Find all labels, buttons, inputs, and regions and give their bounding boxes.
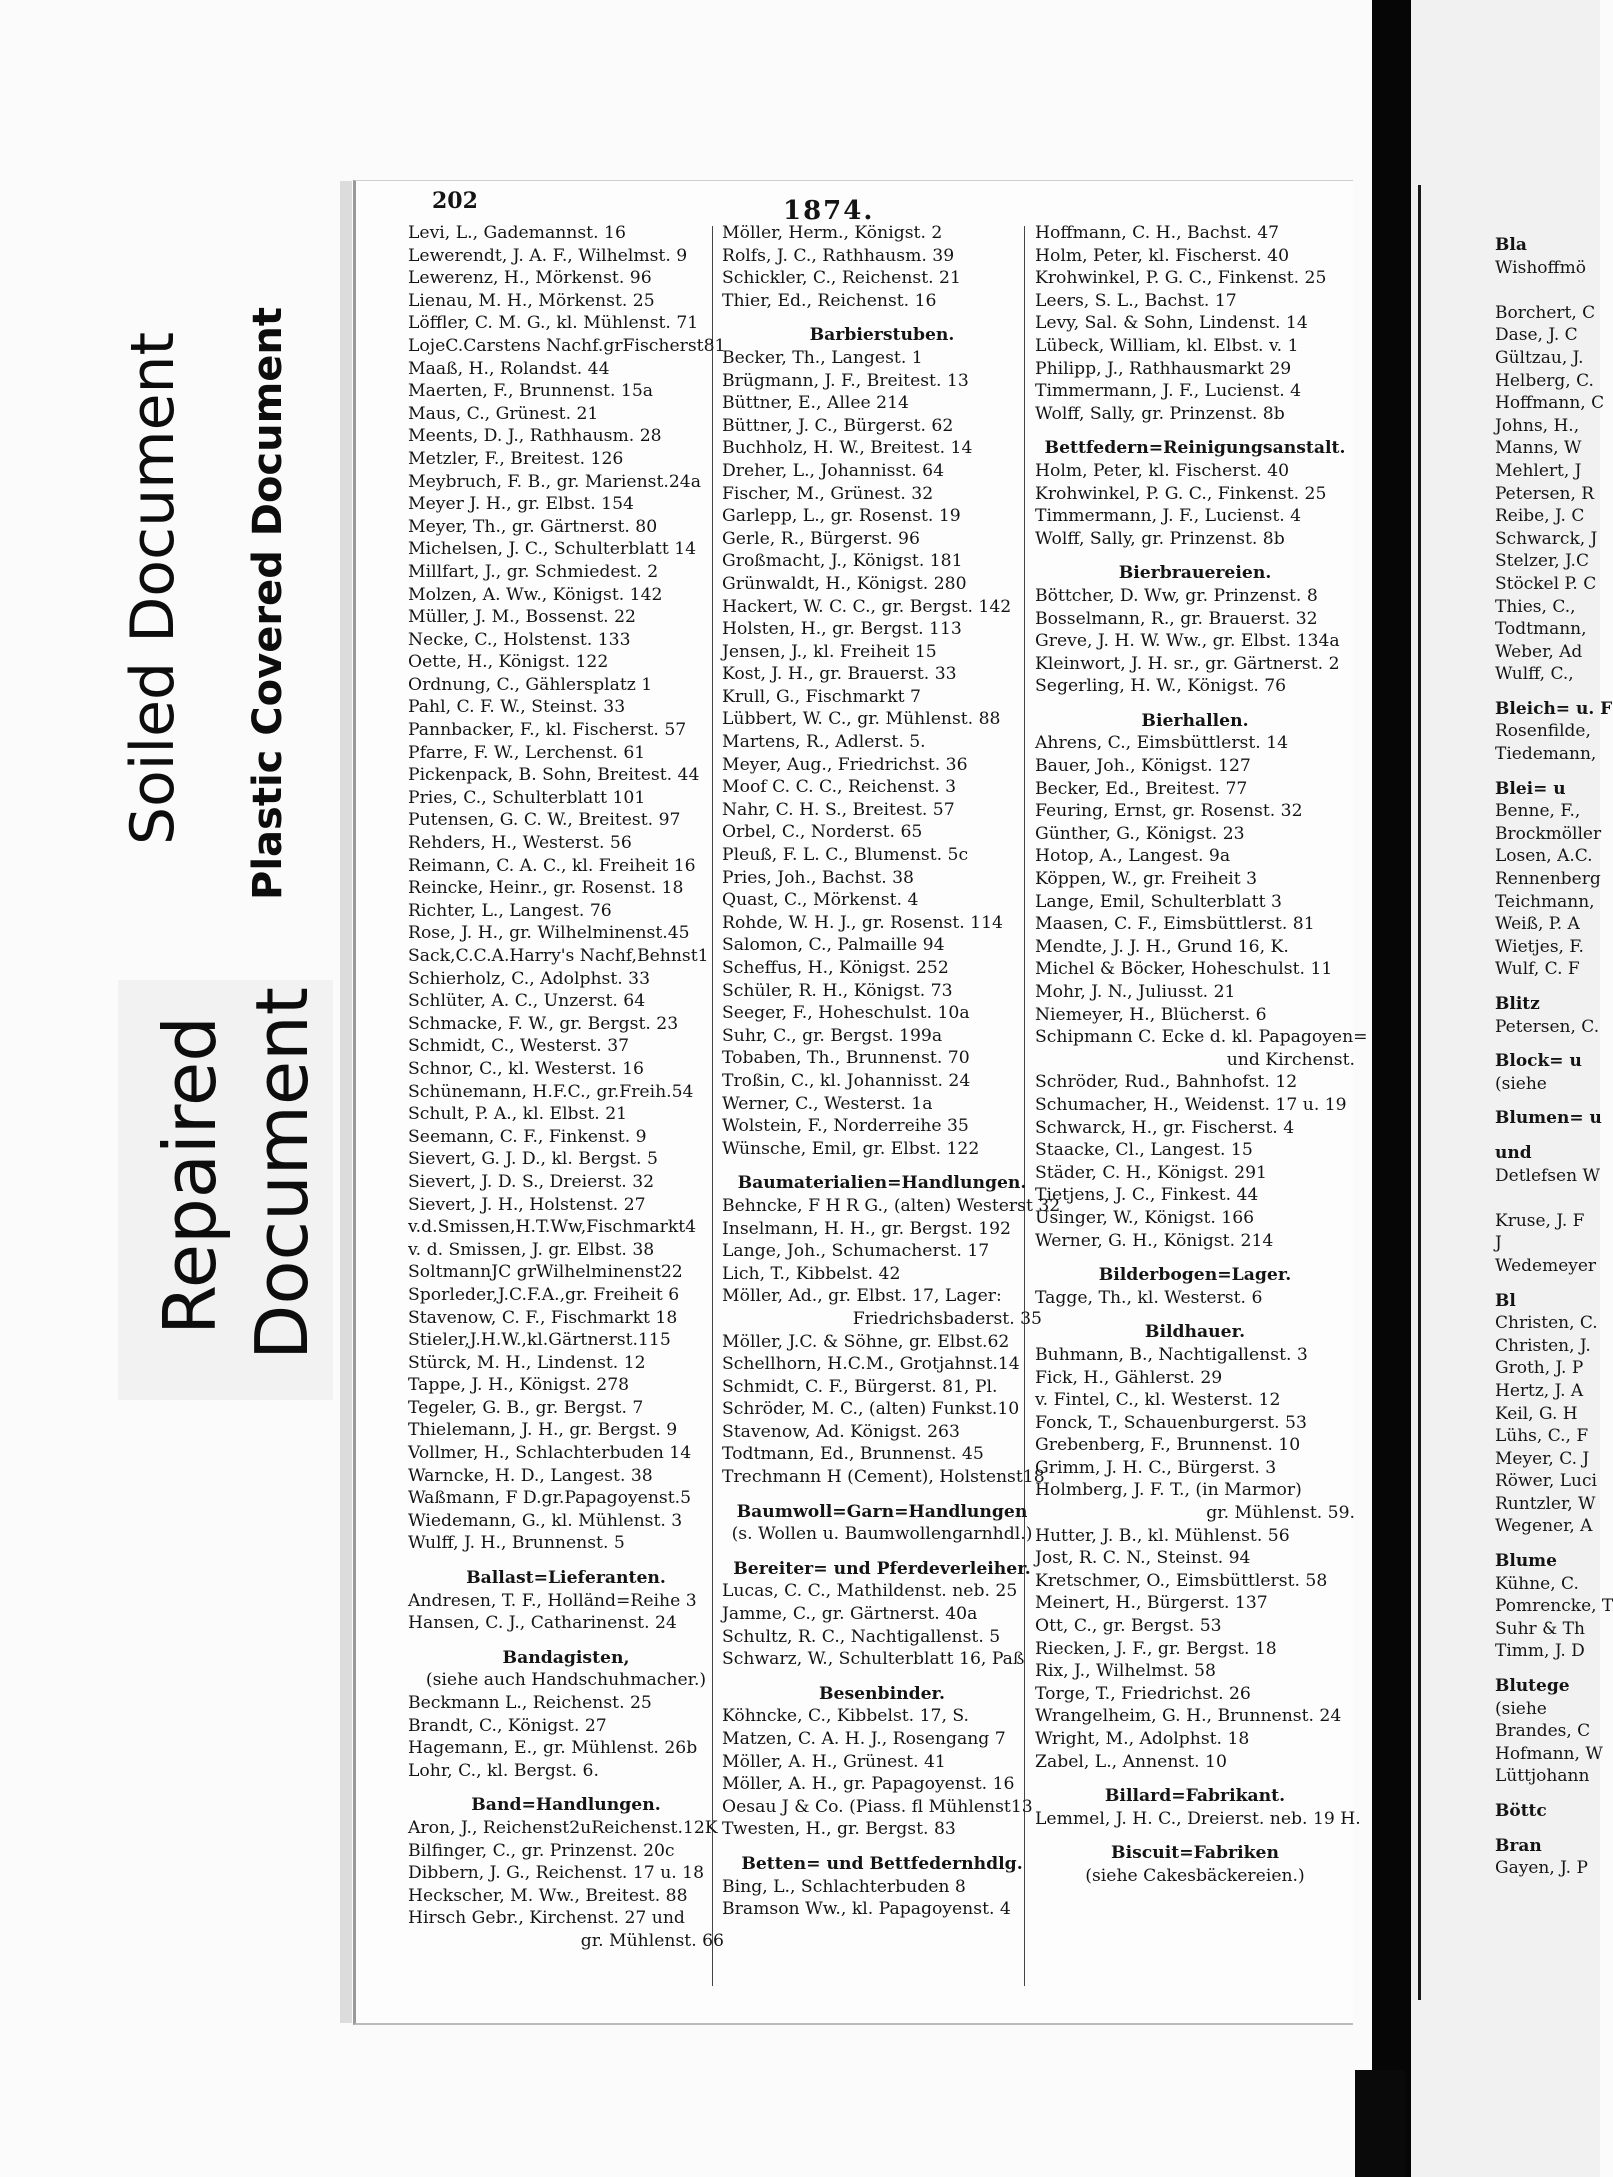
directory-entry: Großmacht, J., Königst. 181 (722, 551, 963, 572)
directory-entry: Behncke, F H R G., (alten) Westerst 32 (722, 1195, 1061, 1216)
directory-entry: Sievert, G. J. D., kl. Bergst. 5 (408, 1149, 658, 1170)
directory-entry: Trechmann H (Cement), Holstenst18 (722, 1467, 1045, 1488)
directory-entry: Büttner, J. C., Bürgerst. 62 (722, 415, 954, 436)
directory-entry: Gerle, R., Bürgerst. 96 (722, 528, 920, 549)
directory-entry: Pleuß, F. L. C., Blumenst. 5c (722, 845, 969, 866)
directory-entry: Suhr, C., gr. Bergst. 199a (722, 1025, 943, 1046)
directory-entry: Hoffmann, C (1495, 393, 1605, 414)
directory-entry: Staacke, Cl., Langest. 15 (1035, 1140, 1253, 1161)
directory-entry: Lübeck, William, kl. Elbst. v. 1 (1035, 335, 1299, 356)
directory-entry: Schwarck, J (1495, 528, 1598, 549)
directory-entry: Lewerendt, J. A. F., Wilhelmst. 9 (408, 245, 688, 266)
directory-entry: Maerten, F., Brunnenst. 15a (408, 381, 654, 402)
directory-entry: LojeC.Carstens Nachf.grFischerst81 (408, 335, 726, 356)
directory-entry: Groth, J. P (1495, 1358, 1584, 1379)
directory-entry: Tegeler, G. B., gr. Bergst. 7 (408, 1397, 644, 1418)
directory-entry: Waßmann, F D.gr.Papagoyenst.5 (408, 1488, 692, 1509)
directory-entry: Pickenpack, B. Sohn, Breitest. 44 (408, 765, 700, 786)
directory-entry: Brandt, C., Königst. 27 (408, 1715, 607, 1736)
directory-entry: Rolfs, J. C., Rathhausm. 39 (722, 245, 955, 266)
directory-entry: Wolff, Sally, gr. Prinzenst. 8b (1035, 528, 1285, 549)
directory-entry: Teichmann, (1495, 891, 1595, 912)
section-heading: Bierbrauereien. (1118, 563, 1272, 584)
directory-entry: Hotop, A., Langest. 9a (1035, 846, 1231, 867)
directory-entry: Hertz, J. A (1495, 1380, 1584, 1401)
directory-entry: Martens, R., Adlerst. 5. (722, 732, 926, 753)
directory-entry: Pomrencke, T (1495, 1596, 1613, 1617)
entry-continuation: gr. Mühlenst. 66 (580, 1930, 724, 1951)
directory-entry: Rose, J. H., gr. Wilhelminenst.45 (408, 923, 690, 944)
directory-entry: Böttcher, D. Ww, gr. Prinzenst. 8 (1035, 585, 1318, 606)
directory-entry: Sievert, J. D. S., Dreierst. 32 (408, 1171, 655, 1192)
directory-entry: Lich, T., Kibbelst. 42 (722, 1263, 901, 1284)
directory-entry: Manns, W (1495, 438, 1582, 459)
section-heading: Ballast=Lieferanten. (466, 1568, 666, 1589)
directory-entry: SoltmannJC grWilhelminenst22 (408, 1262, 683, 1283)
directory-entry: Runtzler, W (1495, 1493, 1596, 1514)
section-heading: Bierhallen. (1141, 710, 1249, 731)
directory-entry: Weber, Ad (1495, 641, 1583, 662)
directory-entry: Krohwinkel, P. G. C., Finkenst. 25 (1035, 483, 1327, 504)
directory-entry: Mohr, J. N., Juliusst. 21 (1035, 982, 1236, 1002)
directory-entry: Maasen, C. F., Eimsbüttlerst. 81 (1035, 914, 1315, 935)
directory-entry: Timmermann, J. F., Lucienst. 4 (1035, 506, 1302, 527)
directory-entry: Günther, G., Königst. 23 (1035, 823, 1245, 844)
directory-entry: Nahr, C. H. S., Breitest. 57 (722, 799, 955, 820)
directory-entry: Garlepp, L., gr. Rosenst. 19 (722, 506, 961, 527)
directory-entry: Wulff, C., (1495, 664, 1574, 685)
directory-entry: Becker, Th., Langest. 1 (722, 347, 923, 368)
section-heading: Blitz (1495, 994, 1540, 1014)
directory-entry: Dase, J. C (1495, 325, 1578, 346)
section-heading: Bl (1495, 1290, 1516, 1311)
section-heading: Bran (1495, 1835, 1542, 1856)
directory-entry: Stieler,J.H.W.,kl.Gärtnerst.115 (408, 1330, 671, 1351)
directory-entry: Tietjens, J. C., Finkest. 44 (1035, 1185, 1259, 1206)
directory-entry: Grünwaldt, H., Königst. 280 (722, 573, 967, 594)
directory-entry: Segerling, H. W., Königst. 76 (1035, 676, 1287, 697)
directory-entry: Schwarz, W., Schulterblatt 16, Paß (722, 1649, 1025, 1670)
directory-entry: Brügmann, J. F., Breitest. 13 (722, 370, 969, 391)
directory-entry: Buhmann, B., Nachtigallenst. 3 (1035, 1344, 1308, 1365)
section-heading: Band=Handlungen. (471, 1795, 661, 1816)
directory-entry: Meyer, Aug., Friedrichst. 36 (722, 754, 968, 775)
directory-entry: Kruse, J. F (1495, 1210, 1585, 1231)
directory-entry: Meyer, C. J (1495, 1448, 1590, 1469)
directory-entry: Löffler, C. M. G., kl. Mühlenst. 71 (408, 313, 699, 334)
directory-entry: Werner, C., Westerst. 1a (722, 1093, 933, 1114)
directory-entry: Meybruch, F. B., gr. Marienst.24a (408, 471, 701, 492)
scan-binding-edge (1372, 0, 1411, 2177)
directory-entry: Schünemann, H.F.C., gr.Freih.54 (408, 1081, 694, 1102)
directory-entry: Möller, Herm., Königst. 2 (722, 223, 943, 243)
directory-entry: J (1495, 1233, 1502, 1254)
directory-entry: Schumacher, H., Weidenst. 17 u. 19 (1035, 1094, 1347, 1115)
repaired-label-line1: Repaired (148, 1016, 232, 1335)
section-heading: Blumen= u (1495, 1108, 1602, 1129)
section-heading: Betten= und Bettfedernhdlg. (741, 1853, 1023, 1874)
directory-entry (1495, 279, 1600, 302)
directory-entry: Möller, Ad., gr. Elbst. 17, Lager: (722, 1286, 1002, 1307)
section-heading: und (1495, 1142, 1532, 1163)
directory-entry: Stöckel P. C (1495, 573, 1597, 594)
directory-entry: Petersen, C. (1495, 1016, 1600, 1037)
directory-entry: Lange, Emil, Schulterblatt 3 (1035, 891, 1282, 912)
directory-entry: Lüttjohann (1495, 1766, 1590, 1787)
directory-entry: Thielemann, J. H., gr. Bergst. 9 (408, 1420, 678, 1441)
directory-entry: Andresen, T. F., Holländ=Reihe 3 (408, 1590, 697, 1611)
section-heading: Blei= u (1495, 778, 1566, 799)
directory-entry: Grimm, J. H. C., Bürgerst. 3 (1035, 1457, 1277, 1478)
directory-entry: Maus, C., Grünest. 21 (408, 403, 599, 424)
directory-entry: Kleinwort, J. H. sr., gr. Gärtnerst. 2 (1035, 653, 1340, 674)
directory-entry: Hutter, J. B., kl. Mühlenst. 56 (1035, 1525, 1290, 1546)
section-note: (s. Wollen u. Baumwollengarnhdl.) (731, 1524, 1033, 1545)
directory-entry: Schmacke, F. W., gr. Bergst. 23 (408, 1013, 679, 1034)
repaired-label-line2: Document (240, 986, 324, 1360)
plastic-covered-document-label: Plastic Covered Document (245, 306, 291, 900)
scan-corner-shadow (1355, 2070, 1405, 2177)
directory-entry: Greve, J. H. W. Ww., gr. Elbst. 134a (1035, 631, 1340, 652)
directory-entry: Wedemeyer (1495, 1255, 1597, 1276)
directory-entry: Benne, F., (1495, 801, 1581, 822)
directory-entry: Rohde, W. H. J., gr. Rosenst. 114 (722, 912, 1003, 933)
directory-entry: Stelzer, J.C (1495, 551, 1589, 572)
directory-entry: Schnor, C., kl. Westerst. 16 (408, 1058, 644, 1079)
directory-entry: Schmidt, C. F., Bürgerst. 81, Pl. (722, 1376, 998, 1397)
directory-entry: Tagge, Th., kl. Westerst. 6 (1035, 1287, 1263, 1308)
directory-entry: Pries, Joh., Bachst. 38 (722, 867, 914, 888)
directory-entry: (siehe (1495, 1073, 1547, 1094)
directory-entry: Rehders, H., Westerst. 56 (408, 833, 632, 854)
directory-entry: Wishoffmö (1495, 257, 1586, 278)
directory-entry: Schröder, M. C., (alten) Funkst.10 (722, 1399, 1020, 1420)
directory-entry: Inselmann, H. H., gr. Bergst. 192 (722, 1218, 1011, 1239)
directory-entry: Dibbern, J. G., Reichenst. 17 u. 18 (408, 1863, 705, 1884)
directory-entry: Lienau, M. H., Mörkenst. 25 (408, 290, 655, 311)
directory-entry: Möller, A. H., Grünest. 41 (722, 1751, 946, 1772)
directory-entry: Holmberg, J. F. T., (in Marmor) (1035, 1480, 1302, 1501)
directory-entry: Lange, Joh., Schumacherst. 17 (722, 1241, 990, 1262)
directory-entry: Bilfinger, C., gr. Prinzenst. 20c (408, 1840, 675, 1861)
directory-entry: Mendte, J. J. H., Grund 16, K. (1035, 936, 1289, 957)
directory-entry: Städer, C. H., Königst. 291 (1035, 1162, 1267, 1183)
directory-entry: Johns, H., (1495, 415, 1580, 436)
directory-entry: Hoffmann, C. H., Bachst. 47 (1035, 223, 1280, 243)
section-heading: Bildhauer. (1144, 1322, 1246, 1343)
directory-entry: Rix, J., Wilhelmst. 58 (1035, 1661, 1216, 1682)
directory-entry: Borchert, C (1495, 302, 1596, 323)
directory-entry: Richter, L., Langest. 76 (408, 900, 612, 921)
directory-entry: Warncke, H. D., Langest. 38 (408, 1465, 653, 1486)
directory-entry: Fick, H., Gählerst. 29 (1035, 1367, 1223, 1388)
directory-entry: Fonck, T., Schauenburgerst. 53 (1035, 1412, 1307, 1433)
directory-entry: Molzen, A. Ww., Königst. 142 (408, 584, 663, 605)
directory-entry: Todtmann, (1495, 619, 1587, 640)
directory-entry: Buchholz, H. W., Breitest. 14 (722, 438, 973, 459)
page-number: 202 (432, 188, 478, 214)
directory-entry: Holsten, H., gr. Bergst. 113 (722, 619, 962, 640)
directory-entry: Dreher, L., Johannisst. 64 (722, 460, 945, 481)
entry-continuation: gr. Mühlenst. 59. (1206, 1503, 1355, 1524)
directory-entry: Torge, T., Friedrichst. 26 (1035, 1683, 1251, 1704)
directory-entry: Orbel, C., Norderst. 65 (722, 822, 923, 843)
directory-entry: Metzler, F., Breitest. 126 (408, 448, 624, 469)
directory-entry: Matzen, C. A. H. J., Rosengang 7 (722, 1729, 1006, 1749)
soiled-document-label: Soiled Document (118, 331, 188, 845)
section-heading: Böttc (1495, 1801, 1547, 1821)
directory-entry: Hackert, W. C. C., gr. Bergst. 142 (722, 596, 1012, 617)
directory-entry: Timm, J. D (1495, 1641, 1585, 1662)
page-year-header: 1874. (783, 196, 875, 226)
directory-entry: Schwarck, H., gr. Fischerst. 4 (1035, 1117, 1295, 1138)
directory-entry: Thies, C., (1495, 596, 1576, 617)
directory-entry: Jamme, C., gr. Gärtnerst. 40a (722, 1604, 978, 1625)
directory-entry: Müller, J. M., Bossenst. 22 (408, 607, 636, 628)
directory-entry: Büttner, E., Allee 214 (722, 393, 909, 414)
directory-entry: Stavenow, Ad. Königst. 263 (722, 1421, 960, 1442)
directory-entry: Leers, S. L., Bachst. 17 (1035, 290, 1237, 311)
directory-entry: Troßin, C., kl. Johannisst. 24 (722, 1070, 971, 1091)
directory-entry: Schröder, Rud., Bahnhofst. 12 (1035, 1072, 1298, 1093)
section-heading: Bandagisten, (502, 1647, 630, 1668)
directory-entry: Tappe, J. H., Königst. 278 (408, 1375, 630, 1396)
directory-entry: Pfarre, F. W., Lerchenst. 61 (408, 742, 646, 763)
directory-entry: (siehe (1495, 1698, 1547, 1719)
directory-entry: Schipmann C. Ecke d. kl. Papagoyen= (1035, 1027, 1368, 1048)
directory-entry: Seeger, F., Hoheschulst. 10a (722, 1003, 970, 1024)
directory-entry: Werner, G. H., Königst. 214 (1035, 1230, 1274, 1251)
directory-entry: Schüler, R. H., Königst. 73 (722, 980, 953, 1001)
facing-page-edge (1418, 185, 1421, 2000)
directory-entry: Jost, R. C. N., Steinst. 94 (1035, 1548, 1251, 1569)
directory-entry: Kost, J. H., gr. Brauerst. 33 (722, 664, 957, 685)
directory-entry: Heckscher, M. Ww., Breitest. 88 (408, 1885, 688, 1906)
directory-entry: Michel & Böcker, Hoheschulst. 11 (1035, 959, 1333, 980)
directory-entry: Wright, M., Adolphst. 18 (1035, 1729, 1250, 1749)
directory-entry: Rosenfilde, (1495, 721, 1591, 742)
directory-entry: Detlefsen W (1495, 1165, 1600, 1186)
directory-entry: Losen, A.C. (1495, 846, 1593, 867)
directory-entry: Meyer, Th., gr. Gärtnerst. 80 (408, 516, 658, 537)
directory-entry: Christen, J. (1495, 1335, 1591, 1356)
directory-entry: Weiß, P. A (1495, 914, 1580, 935)
directory-entry: Wolstein, F., Norderreihe 35 (722, 1116, 969, 1137)
directory-entry: Lübbert, W. C., gr. Mühlenst. 88 (722, 709, 1001, 730)
directory-entry: Christen, C. (1495, 1313, 1598, 1334)
section-heading: Barbierstuben. (809, 325, 955, 346)
directory-entry: Lewerenz, H., Mörkenst. 96 (408, 268, 652, 289)
directory-entry: Usinger, W., Königst. 166 (1035, 1207, 1255, 1228)
directory-entry: Schmidt, C., Westerst. 37 (408, 1036, 630, 1057)
directory-entry: Putensen, G. C. W., Breitest. 97 (408, 810, 681, 831)
directory-entry: Moof C. C. C., Reichenst. 3 (722, 777, 957, 798)
directory-entry: Bauer, Joh., Königst. 127 (1035, 756, 1251, 777)
directory-entry: Reimann, C. A. C., kl. Freiheit 16 (408, 855, 696, 876)
directory-entry: Meyer J. H., gr. Elbst. 154 (408, 494, 634, 515)
directory-entry: Pries, C., Schulterblatt 101 (408, 787, 646, 808)
directory-entry: Köppen, W., gr. Freiheit 3 (1035, 869, 1258, 890)
directory-entry: Philipp, J., Rathhausmarkt 29 (1035, 358, 1292, 379)
directory-column-3 (1035, 222, 1368, 1888)
directory-entry: Zabel, L., Annenst. 10 (1035, 1751, 1227, 1772)
directory-column-1 (408, 222, 724, 1953)
directory-entry: Jensen, J., kl. Freiheit 15 (722, 641, 937, 662)
directory-entry: Sporleder,J.C.F.A.,gr. Freiheit 6 (408, 1284, 680, 1305)
directory-entry: Ott, C., gr. Bergst. 53 (1035, 1616, 1222, 1637)
directory-entry: Schult, P. A., kl. Elbst. 21 (408, 1104, 628, 1125)
section-heading: Bilderbogen=Lager. (1098, 1265, 1292, 1286)
directory-entry: Wolff, Sally, gr. Prinzenst. 8b (1035, 403, 1285, 424)
directory-entry: Rennenberg (1495, 869, 1601, 890)
directory-entry: Schultz, R. C., Nachtigallenst. 5 (722, 1626, 1001, 1647)
directory-entry: Levy, Sal. & Sohn, Lindenst. 14 (1035, 313, 1308, 334)
directory-entry: Holm, Peter, kl. Fischerst. 40 (1035, 460, 1290, 481)
directory-entry: Grebenberg, F., Brunnenst. 10 (1035, 1435, 1301, 1456)
directory-entry: Sack,C.C.A.Harry's Nachf,Behnst1 (408, 946, 709, 966)
directory-entry (1495, 1187, 1600, 1210)
directory-entry: Becker, Ed., Breitest. 77 (1035, 778, 1248, 799)
directory-entry: Levi, L., Gademannst. 16 (408, 223, 626, 243)
directory-entry: Necke, C., Holstenst. 133 (408, 629, 631, 650)
directory-entry: Stavenow, C. F., Fischmarkt 18 (408, 1307, 678, 1328)
section-heading: Block= u (1495, 1051, 1582, 1072)
directory-entry: Schellhorn, H.C.M., Grotjahnst.14 (722, 1354, 1020, 1375)
directory-entry: Meents, D. J., Rathhausm. 28 (408, 426, 662, 447)
directory-entry: v. Fintel, C., kl. Westerst. 12 (1035, 1390, 1281, 1411)
directory-entry: Sievert, J. H., Holstenst. 27 (408, 1194, 646, 1215)
section-note: (siehe Cakesbäckereien.) (1085, 1865, 1305, 1886)
directory-entry: Helberg, C. (1495, 370, 1594, 391)
directory-entry: Quast, C., Mörkenst. 4 (722, 890, 919, 911)
directory-entry: Reibe, J. C (1495, 506, 1585, 527)
directory-entry: Krohwinkel, P. G. C., Finkenst. 25 (1035, 268, 1327, 289)
directory-entry: Feuring, Ernst, gr. Rosenst. 32 (1035, 801, 1303, 822)
directory-entry: Timmermann, J. F., Lucienst. 4 (1035, 381, 1302, 402)
directory-entry: Wulf, C. F (1495, 959, 1580, 980)
directory-entry: Möller, J.C. & Söhne, gr. Elbst.62 (722, 1331, 1010, 1352)
directory-entry: Wulff, J. H., Brunnenst. 5 (408, 1533, 625, 1554)
directory-entry: Schlüter, A. C., Unzerst. 64 (408, 991, 646, 1012)
directory-entry: Bosselmann, R., gr. Brauerst. 32 (1035, 608, 1318, 629)
directory-entry: Maaß, H., Rolandst. 44 (408, 358, 610, 379)
directory-entry: Tiedemann, (1495, 744, 1597, 765)
section-heading: Billard=Fabrikant. (1104, 1786, 1286, 1807)
directory-entry: Gayen, J. P (1495, 1858, 1588, 1879)
directory-entry: Hansen, C. J., Catharinenst. 24 (408, 1613, 677, 1634)
directory-entry: Riecken, J. F., gr. Bergst. 18 (1035, 1638, 1277, 1659)
directory-entry: Fischer, M., Grünest. 32 (722, 483, 934, 504)
directory-entry: Brockmöller (1495, 823, 1602, 844)
section-heading: Besenbinder. (818, 1683, 946, 1704)
directory-entry: Hofmann, W (1495, 1743, 1603, 1764)
directory-entry: Todtmann, Ed., Brunnenst. 45 (722, 1444, 984, 1465)
section-heading: Bettfedern=Reinigungsanstalt. (1044, 438, 1346, 459)
directory-entry: Thier, Ed., Reichenst. 16 (722, 290, 937, 311)
directory-entry: Stürck, M. H., Lindenst. 12 (408, 1352, 646, 1373)
directory-entry: Wiedemann, G., kl. Mühlenst. 3 (408, 1510, 683, 1531)
directory-entry: Niemeyer, H., Blücherst. 6 (1035, 1004, 1267, 1025)
directory-entry: Tobaben, Th., Brunnenst. 70 (722, 1048, 970, 1069)
section-heading: Bleich= u. F (1495, 698, 1613, 719)
directory-entry: Oesau J & Co. (Piass. fl Mühlenst13 (722, 1796, 1033, 1817)
directory-entry: Ordnung, C., Gählersplatz 1 (408, 674, 653, 695)
directory-entry: Beckmann L., Reichenst. 25 (408, 1693, 652, 1713)
directory-entry: Krull, G., Fischmarkt 7 (722, 686, 921, 707)
directory-entry: Hirsch Gebr., Kirchenst. 27 und (408, 1908, 685, 1929)
directory-entry: Köhncke, C., Kibbelst. 17, S. (722, 1706, 970, 1727)
directory-entry: Möller, A. H., gr. Papagoyenst. 16 (722, 1774, 1015, 1795)
directory-entry: Vollmer, H., Schlachterbuden 14 (408, 1443, 692, 1464)
directory-entry: Wünsche, Emil, gr. Elbst. 122 (722, 1138, 980, 1159)
directory-entry: v.d.Smissen,H.T.Ww,Fischmarkt4 (408, 1217, 697, 1238)
directory-entry: Suhr & Th (1495, 1618, 1585, 1639)
section-heading: Baumaterialien=Handlungen. (737, 1173, 1027, 1194)
section-heading: Blutege (1495, 1676, 1570, 1697)
directory-entry: Brandes, C (1495, 1721, 1591, 1742)
directory-entry: Ahrens, C., Eimsbüttlerst. 14 (1035, 733, 1289, 754)
directory-entry: Twesten, H., gr. Bergst. 83 (722, 1819, 956, 1840)
directory-entry: Seemann, C. F., Finkenst. 9 (408, 1126, 647, 1147)
section-heading: Blume (1495, 1551, 1557, 1572)
directory-entry: Salomon, C., Palmaille 94 (722, 935, 945, 956)
facing-page-column (1495, 222, 1613, 1880)
directory-entry: Schickler, C., Reichenst. 21 (722, 268, 961, 289)
entry-continuation: Friedrichsbaderst. 35 (852, 1308, 1042, 1329)
directory-entry: Lemmel, J. H. C., Dreierst. neb. 19 H. (1035, 1808, 1361, 1829)
directory-entry: Schierholz, C., Adolphst. 33 (408, 968, 651, 989)
directory-entry: Pahl, C. F. W., Steinst. 33 (408, 697, 626, 718)
directory-entry: Lucas, C. C., Mathildenst. neb. 25 (722, 1581, 1018, 1602)
entry-continuation: und Kirchenst. (1226, 1049, 1355, 1070)
directory-entry: v. d. Smissen, J. gr. Elbst. 38 (408, 1239, 655, 1260)
directory-entry: Gültzau, J. (1495, 347, 1584, 368)
section-heading: Bereiter= und Pferdeverleiher. (733, 1558, 1031, 1579)
directory-entry: Oette, H., Königst. 122 (408, 652, 609, 673)
directory-entry: Millfart, J., gr. Schmiedest. 2 (408, 561, 659, 582)
directory-entry: Pannbacker, F., kl. Fischerst. 57 (408, 720, 687, 741)
directory-entry: Bing, L., Schlachterbuden 8 (722, 1876, 966, 1897)
directory-entry: Mehlert, J (1495, 460, 1582, 481)
directory-entry: Michelsen, J. C., Schulterblatt 14 (408, 539, 697, 560)
directory-entry: Keil, G. H (1495, 1403, 1578, 1424)
directory-entry: Kühne, C. (1495, 1573, 1579, 1594)
directory-entry: Wrangelheim, G. H., Brunnenst. 24 (1035, 1706, 1342, 1727)
directory-entry: Lohr, C., kl. Bergst. 6. (408, 1760, 599, 1781)
directory-entry: Kretschmer, O., Eimsbüttlerst. 58 (1035, 1570, 1328, 1591)
section-heading: Baumwoll=Garn=Handlungen (736, 1501, 1028, 1522)
section-heading: Bla (1495, 235, 1527, 255)
directory-entry: Lühs, C., F (1495, 1426, 1589, 1447)
directory-entry: Wegener, A (1495, 1516, 1593, 1537)
directory-entry: Aron, J., Reichenst2uReichenst.12K (408, 1817, 718, 1838)
directory-entry: Wietjes, F. (1495, 936, 1584, 957)
section-note: (siehe auch Handschuhmacher.) (425, 1670, 707, 1691)
directory-column-2 (722, 222, 1061, 1921)
directory-entry: Hagemann, E., gr. Mühlenst. 26b (408, 1738, 698, 1759)
directory-entry: Holm, Peter, kl. Fischerst. 40 (1035, 245, 1290, 266)
directory-entry: Petersen, R (1495, 483, 1595, 504)
section-heading: Biscuit=Fabriken (1111, 1843, 1279, 1864)
directory-entry: Reincke, Heinr., gr. Rosenst. 18 (408, 878, 684, 899)
directory-entry: Röwer, Luci (1495, 1471, 1597, 1492)
directory-entry: Meinert, H., Bürgerst. 137 (1035, 1593, 1268, 1614)
directory-entry: Scheffus, H., Königst. 252 (722, 958, 949, 978)
directory-entry: Bramson Ww., kl. Papagoyenst. 4 (722, 1899, 1011, 1920)
